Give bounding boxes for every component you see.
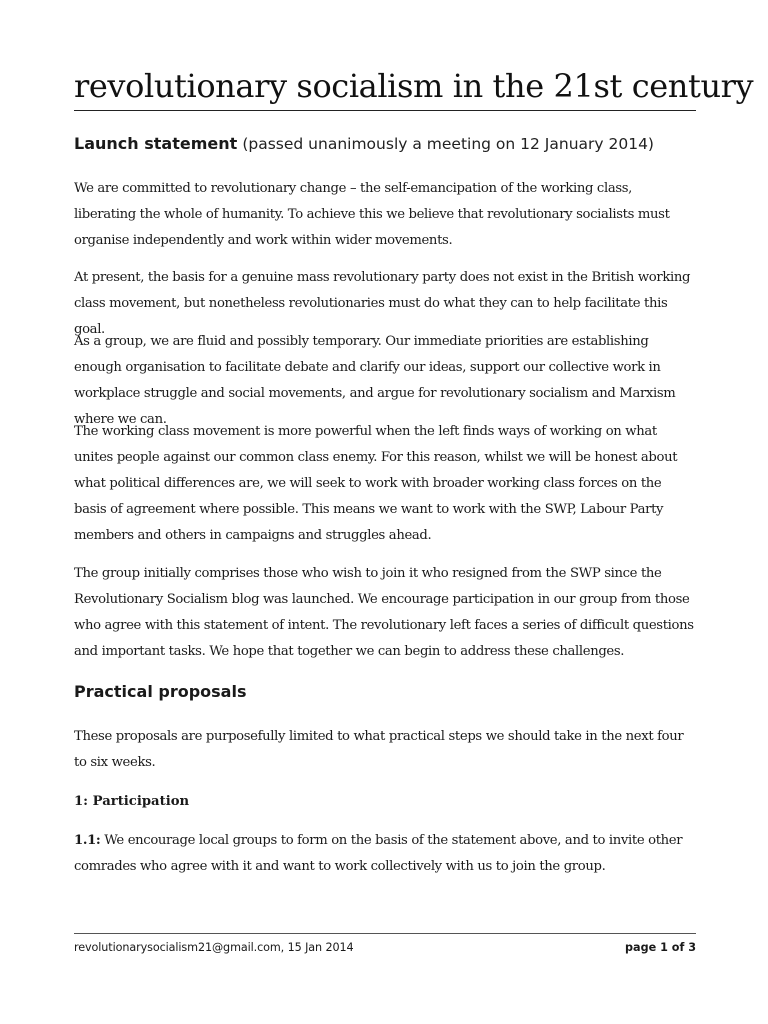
paragraph-2: At present, the basis for a genuine mass revolutionary party does not exist in the British working class movement, but nonetheless revolutionaries must do what they can to help facilitate this goal. bbox=[74, 270, 691, 337]
launch-statement-heading bbox=[74, 132, 654, 156]
document-page bbox=[74, 0, 754, 1024]
item-1-1-text: We encourage local groups to form on the basis of the statement above, and to invite other comrades who agree with it and want to work collectively with us to join the group. bbox=[74, 833, 683, 874]
launch-heading-text: Launch statement bbox=[74, 134, 238, 153]
participation-heading: 1: Participation bbox=[74, 794, 190, 809]
launch-heading-note: (passed unanimously a meeting on 12 January 2014) bbox=[242, 135, 654, 153]
practical-proposals-heading: Practical proposals bbox=[74, 682, 247, 701]
footer-rule bbox=[74, 933, 696, 934]
footer-contact: revolutionarysocialism21@gmail.com, 15 Jan 2014 bbox=[74, 941, 354, 954]
document-title: revolutionary socialism in the 21st century bbox=[74, 67, 754, 105]
paragraph-3: As a group, we are fluid and possibly temporary. Our immediate priorities are establishing enough organisation to facilitate debate and clarify our ideas, support our collective work in workplace struggle and social movements, and argue for revolutionary socialism and Marxism where we can. bbox=[74, 334, 676, 427]
page-number: page 1 of 3 bbox=[625, 941, 696, 954]
practical-intro-paragraph: These proposals are purposefully limited to what practical steps we should take in the next four to six weeks. bbox=[74, 729, 684, 770]
paragraph-5: The group initially comprises those who wish to join it who resigned from the SWP since the Revolutionary Socialism blog was launched. We encourage participation in our group from those who agree with this statement of intent. The revolutionary left faces a series of difficult questions and important tasks. We hope that together we can begin to address these challenges. bbox=[74, 566, 694, 659]
paragraph-1: We are committed to revolutionary change – the self-emancipation of the working class, liberating the whole of humanity. To achieve this we believe that revolutionary socialists must organise independently and work within wider movements. bbox=[74, 181, 670, 248]
title-underline bbox=[74, 110, 696, 111]
paragraph-4: The working class movement is more powerful when the left finds ways of working on what unites people against our common class enemy. For this reason, whilst we will be honest about what political differences are, we will seek to work with broader working class forces on the basis of agreement where possible. This means we want to work with the SWP, Labour Party members and others in campaigns and struggles ahead. bbox=[74, 424, 678, 543]
item-1-1-label: 1.1: bbox=[74, 833, 101, 848]
item-1-1-paragraph bbox=[74, 828, 696, 880]
